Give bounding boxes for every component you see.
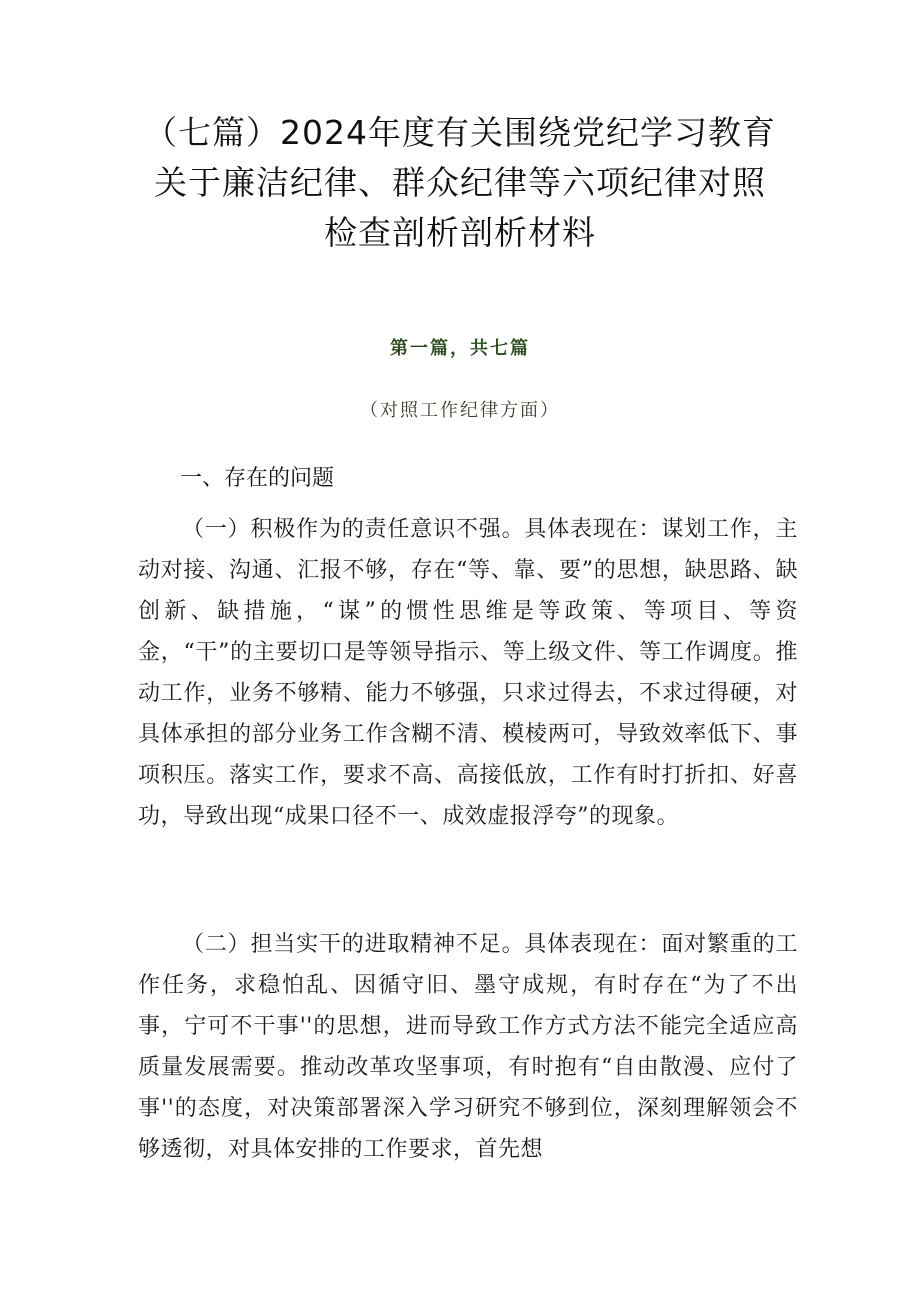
document-title [120,108,800,258]
part-label: 第一篇，共七篇 [390,338,530,359]
paragraph-1: （一）积极作为的责任意识不强。具体表现在：谋划工作，主动对接、沟通、汇报不够，存在“等、靠、要”的思想，缺思路、缺创新、缺措施，“谋”的惯性思维是等政策、等项目、等资金，“干”的主要切口是等领导指示、等上级文件、等工作调度。推动工作，业务不够精、能力不够强，只求过得去，不求过得硬，对具体承担的部分业务工作含糊不清、模棱两可，导致效率低下、事项积压。落实工作，要求不高、高接低放，工作有时打折扣、好喜功，导致出现“成果口径不一、成效虚报浮夸”的现象。 [138,517,798,829]
title-line-1: （七篇）2024年度有关围绕党纪学习教育 [144,113,776,152]
title-line-2: 关于廉洁纪律、群众纪律等六项纪律对照 [154,163,766,202]
title-line-3: 检查剖析剖析材料 [324,213,596,252]
paragraph-2: （二）担当实干的进取精神不足。具体表现在：面对繁重的工作任务，求稳怕乱、因循守旧、墨守成规，有时存在“为了不出事，宁可不干事''的思想，进而导致工作方式方法不能完全适应高质量发展需要。推动改革攻坚事项，有时抱有“自由散漫、应付了事''的态度，对决策部署深入学习研究不够到位，深刻理解领会不够透彻，对具体安排的工作要求，首先想 [138,932,798,1162]
part-subject: （对照工作纪律方面） [360,400,560,421]
section-heading: 一、存在的问题 [180,466,335,491]
